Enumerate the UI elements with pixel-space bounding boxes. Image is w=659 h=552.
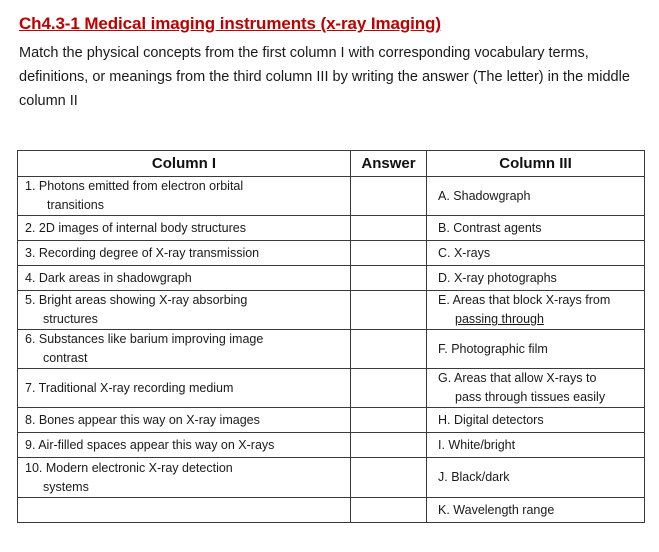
- column-3-text: F. Photographic film: [438, 341, 548, 356]
- answer-cell[interactable]: [351, 433, 427, 458]
- column-1-text: 4. Dark areas in shadowgraph: [25, 270, 192, 285]
- column-3-text-continued: pass through tissues easily: [455, 390, 606, 404]
- column-1-text: 1. Photons emitted from electron orbital: [25, 179, 244, 193]
- column-1-text: 6. Substances like barium improving image: [25, 332, 264, 346]
- column-3-text-continued: passing through: [455, 312, 544, 326]
- answer-cell[interactable]: [351, 216, 427, 241]
- table-header-row: [18, 151, 645, 177]
- table-row: [18, 498, 645, 523]
- column-3-cell: [427, 241, 645, 266]
- column-1-text-continued: structures: [43, 312, 98, 326]
- instructions-text: Match the physical concepts from the first column I with corresponding vocabulary terms, definitions, or meanings from the third column III by writing the answer (The letter) in the middle column II: [19, 45, 630, 109]
- answer-cell[interactable]: [351, 369, 427, 408]
- table-row: [18, 433, 645, 458]
- table-row: [18, 291, 645, 330]
- answer-cell[interactable]: [351, 266, 427, 291]
- column-3-cell: [427, 177, 645, 216]
- column-3-text: C. X-rays: [438, 245, 491, 260]
- column-1-cell: [18, 266, 351, 291]
- table-row: [18, 458, 645, 498]
- table-row: [18, 177, 645, 216]
- column-3-text: B. Contrast agents: [438, 220, 542, 235]
- table-row: [18, 330, 645, 369]
- table-row: [18, 369, 645, 408]
- column-1-text: 10. Modern electronic X-ray detection: [25, 460, 233, 475]
- page-title: Ch4.3-1 Medical imaging instruments (x-ray Imaging): [19, 14, 441, 33]
- column-3-cell: [427, 216, 645, 241]
- column-1-cell: [18, 241, 351, 266]
- column-3-cell: [427, 266, 645, 291]
- column-1-text-continued: contrast: [43, 351, 88, 365]
- column-3-cell: [427, 369, 645, 408]
- column-1-cell: [18, 498, 351, 523]
- column-3-text: K. Wavelength range: [438, 502, 555, 517]
- column-3-cell: [427, 433, 645, 458]
- table-row: [18, 266, 645, 291]
- column-3-text: H. Digital detectors: [438, 412, 544, 427]
- column-1-cell: [18, 216, 351, 241]
- column-1-cell: [18, 330, 351, 369]
- table-row: [18, 241, 645, 266]
- answer-cell[interactable]: [351, 241, 427, 266]
- column-3-cell: [427, 498, 645, 523]
- answer-cell[interactable]: [351, 498, 427, 523]
- matching-table: [17, 150, 645, 523]
- column-3-text: E. Areas that block X-rays from: [438, 293, 611, 307]
- column-3-text: A. Shadowgraph: [438, 188, 531, 203]
- column-1-cell: [18, 433, 351, 458]
- table-row: [18, 216, 645, 241]
- column-1-text: 7. Traditional X-ray recording medium: [25, 380, 234, 395]
- column-1-cell: [18, 177, 351, 216]
- column-1-text: 2. 2D images of internal body structures: [25, 220, 246, 235]
- answer-cell[interactable]: [351, 177, 427, 216]
- column-1-text-continued: systems: [43, 479, 89, 494]
- header-column-3: Column III: [427, 151, 645, 177]
- column-1-cell: [18, 408, 351, 433]
- column-1-cell: [18, 291, 351, 330]
- answer-cell[interactable]: [351, 458, 427, 498]
- header-column-1: Column I: [18, 151, 351, 177]
- column-1-text: 9. Air-filled spaces appear this way on X-rays: [25, 437, 275, 452]
- column-3-cell: [427, 330, 645, 369]
- header-answer: Answer: [351, 151, 427, 177]
- answer-cell[interactable]: [351, 408, 427, 433]
- column-1-cell: [18, 369, 351, 408]
- column-1-text-continued: transitions: [47, 198, 104, 212]
- column-3-text: J. Black/dark: [438, 470, 510, 484]
- column-1-text: 5. Bright areas showing X-ray absorbing: [25, 293, 248, 307]
- column-3-cell: [427, 408, 645, 433]
- column-1-text: 8. Bones appear this way on X-ray images: [25, 412, 260, 427]
- column-3-text: G. Areas that allow X-rays to: [438, 371, 597, 385]
- column-3-text: I. White/bright: [438, 437, 516, 452]
- answer-cell[interactable]: [351, 291, 427, 330]
- table-row: [18, 408, 645, 433]
- column-1-text: 3. Recording degree of X-ray transmission: [25, 245, 260, 260]
- column-3-cell: [427, 458, 645, 498]
- answer-cell[interactable]: [351, 330, 427, 369]
- column-1-cell: [18, 458, 351, 498]
- column-3-text: D. X-ray photographs: [438, 270, 557, 285]
- column-3-cell: [427, 291, 645, 330]
